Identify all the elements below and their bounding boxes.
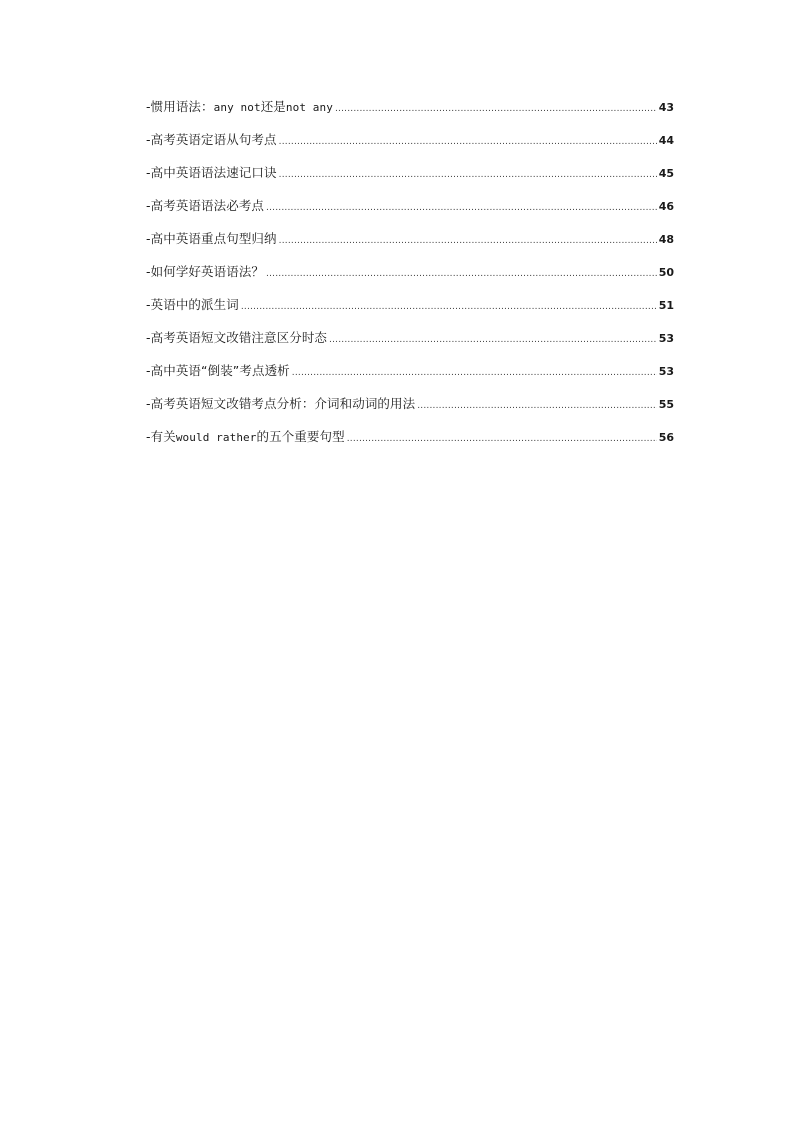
toc-dot-leader	[292, 362, 657, 384]
toc-entry-title-text: 高考英语语法必考点	[150, 198, 265, 213]
toc-entry-title	[146, 129, 277, 151]
toc-entry-title-text: not any	[285, 101, 333, 114]
toc-entry-title-text: 高考英语短文改错注意区分时态	[150, 330, 328, 345]
toc-dot-leader	[279, 230, 657, 252]
toc-entry-dash: -	[146, 99, 151, 114]
toc-entry-title-text: 高中英语重点句型归纳	[150, 231, 277, 246]
toc-entry-title	[146, 327, 327, 349]
toc-entry[interactable]	[146, 360, 674, 393]
toc-entry-title-text: 高考英语短文改错考点分析：介词和动词的用法	[150, 396, 416, 411]
toc-entry-dash: -	[146, 429, 151, 444]
toc-entry-dash: -	[146, 231, 151, 246]
toc-entry-title-text: any not	[213, 101, 261, 114]
toc-page-number: 55	[658, 398, 674, 411]
toc-entry-title	[146, 360, 290, 382]
table-of-contents	[146, 96, 674, 459]
toc-entry[interactable]	[146, 393, 674, 426]
toc-entry[interactable]	[146, 228, 674, 261]
toc-entry-title-text: would rather	[175, 431, 257, 444]
toc-dot-leader	[417, 395, 656, 417]
toc-entry-title-text: 的五个重要句型	[256, 429, 345, 444]
toc-dot-leader	[329, 329, 657, 351]
toc-entry-title	[146, 228, 277, 250]
toc-entry-title	[146, 261, 264, 283]
toc-page-number: 51	[658, 299, 674, 312]
toc-entry-title-text: 英语中的派生词	[150, 297, 239, 312]
toc-entry[interactable]	[146, 327, 674, 360]
toc-entry[interactable]	[146, 294, 674, 327]
toc-page-number: 56	[658, 431, 674, 444]
toc-entry-title	[146, 393, 415, 415]
toc-entry-title-text: 还是	[260, 99, 286, 114]
toc-entry[interactable]	[146, 195, 674, 228]
toc-entry-title	[146, 96, 333, 119]
toc-entry[interactable]	[146, 129, 674, 162]
toc-entry-dash: -	[146, 396, 151, 411]
toc-dot-leader	[266, 263, 657, 285]
toc-entry-title	[146, 195, 264, 217]
toc-dot-leader	[279, 164, 657, 186]
toc-page-number: 43	[658, 101, 674, 114]
toc-dot-leader	[335, 98, 657, 120]
toc-entry-title-text: 有关	[150, 429, 176, 444]
toc-page-number: 48	[658, 233, 674, 246]
toc-page-number: 53	[658, 365, 674, 378]
toc-entry[interactable]	[146, 96, 674, 129]
toc-entry[interactable]	[146, 162, 674, 195]
toc-entry-title-text: 高中英语“倒装”考点透析	[150, 363, 290, 378]
toc-entry-dash: -	[146, 297, 151, 312]
toc-page-number: 45	[658, 167, 674, 180]
toc-entry-dash: -	[146, 165, 151, 180]
toc-entry-title-text: 高中英语语法速记口诀	[150, 165, 277, 180]
toc-dot-leader	[266, 197, 657, 219]
toc-dot-leader	[241, 296, 657, 318]
toc-entry-title	[146, 294, 239, 316]
toc-entry-title-text: 如何学好英语语法？	[150, 264, 265, 279]
toc-page-number: 46	[658, 200, 674, 213]
toc-entry[interactable]	[146, 426, 674, 459]
toc-entry-title-text: 高考英语定语从句考点	[150, 132, 277, 147]
toc-dot-leader	[347, 428, 657, 450]
toc-entry-title	[146, 162, 277, 184]
toc-page-number: 53	[658, 332, 674, 345]
toc-entry-dash: -	[146, 198, 151, 213]
toc-dot-leader	[279, 131, 657, 153]
toc-entry-dash: -	[146, 264, 151, 279]
toc-entry[interactable]	[146, 261, 674, 294]
toc-entry-dash: -	[146, 363, 151, 378]
toc-entry-title	[146, 426, 345, 449]
toc-entry-dash: -	[146, 132, 151, 147]
toc-entry-title-text: 惯用语法：	[150, 99, 214, 114]
toc-page-number: 44	[658, 134, 674, 147]
toc-page-number: 50	[658, 266, 674, 279]
toc-entry-dash: -	[146, 330, 151, 345]
